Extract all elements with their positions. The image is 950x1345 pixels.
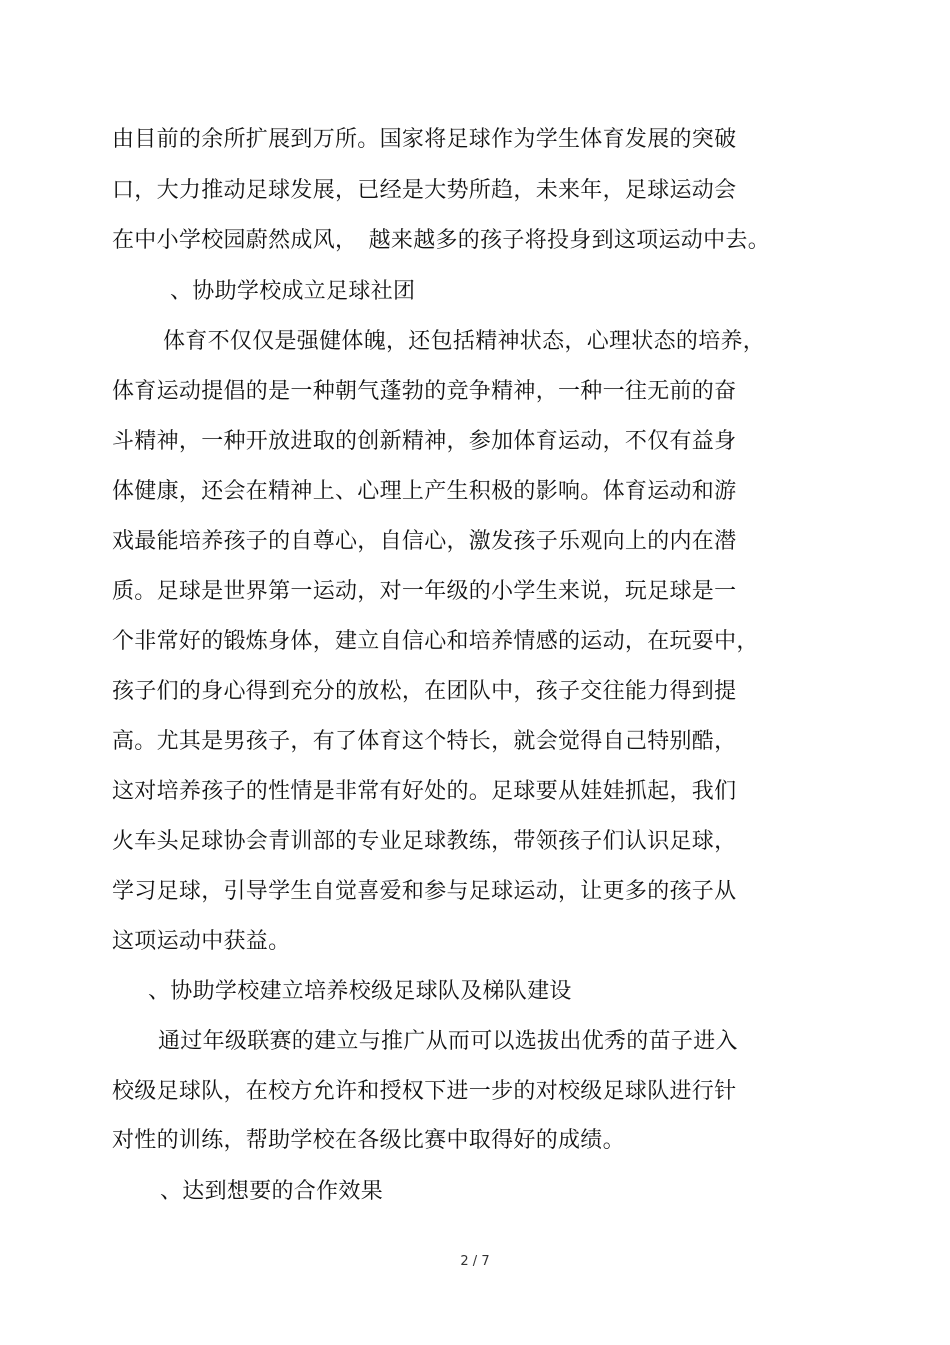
paragraph-line: 火车头足球协会青训部的专业足球教练，带领孩子们认识足球， xyxy=(112,829,737,854)
paragraph-line: 高。尤其是男孩子，有了体育这个特长，就会觉得自己特别酷， xyxy=(112,729,737,754)
paragraph-line: 在中小学校园蔚然成风， 越来越多的孩子将投身到这项运动中去。 xyxy=(112,228,771,253)
paragraph-line: 戏最能培养孩子的自尊心，自信心，激发孩子乐观向上的内在潜 xyxy=(112,529,737,554)
section-heading: 、协助学校建立培养校级足球队及梯队建设 xyxy=(148,979,572,1004)
paragraph-line: 这对培养孩子的性情是非常有好处的。足球要从娃娃抓起，我们 xyxy=(112,779,737,804)
paragraph-line: 质。足球是世界第一运动，对一年级的小学生来说，玩足球是一 xyxy=(112,579,737,604)
paragraph-line: 通过年级联赛的建立与推广从而可以选拔出优秀的苗子进入 xyxy=(158,1029,738,1054)
paragraph-line: 孩子们的身心得到充分的放松，在团队中，孩子交往能力得到提 xyxy=(112,679,737,704)
paragraph-line: 这项运动中获益。 xyxy=(112,929,291,954)
section-heading: 、达到想要的合作效果 xyxy=(160,1179,384,1204)
paragraph-line: 对性的训练，帮助学校在各级比赛中取得好的成绩。 xyxy=(112,1128,625,1153)
paragraph-line: 个非常好的锻炼身体，建立自信心和培养情感的运动，在玩耍中， xyxy=(112,629,759,654)
paragraph-line: 体育运动提倡的是一种朝气蓬勃的竞争精神，一种一往无前的奋 xyxy=(112,379,737,404)
paragraph-line: 口，大力推动足球发展，已经是大势所趋，未来年，足球运动会 xyxy=(112,178,737,203)
paragraph-line: 由目前的余所扩展到万所。国家将足球作为学生体育发展的突破 xyxy=(112,127,737,152)
section-heading: 、协助学校成立足球社团 xyxy=(170,279,416,304)
paragraph-line: 体健康，还会在精神上、心理上产生积极的影响。体育运动和游 xyxy=(112,479,737,504)
page-number: 2 / 7 xyxy=(460,1254,490,1269)
paragraph-line: 学习足球，引导学生自觉喜爱和参与足球运动，让更多的孩子从 xyxy=(112,879,737,904)
paragraph-line: 体育不仅仅是强健体魄，还包括精神状态，心理状态的培养， xyxy=(163,329,766,354)
paragraph-line: 校级足球队，在校方允许和授权下进一步的对校级足球队进行针 xyxy=(112,1079,737,1104)
paragraph-line: 斗精神，一种开放进取的创新精神，参加体育运动，不仅有益身 xyxy=(112,429,737,454)
